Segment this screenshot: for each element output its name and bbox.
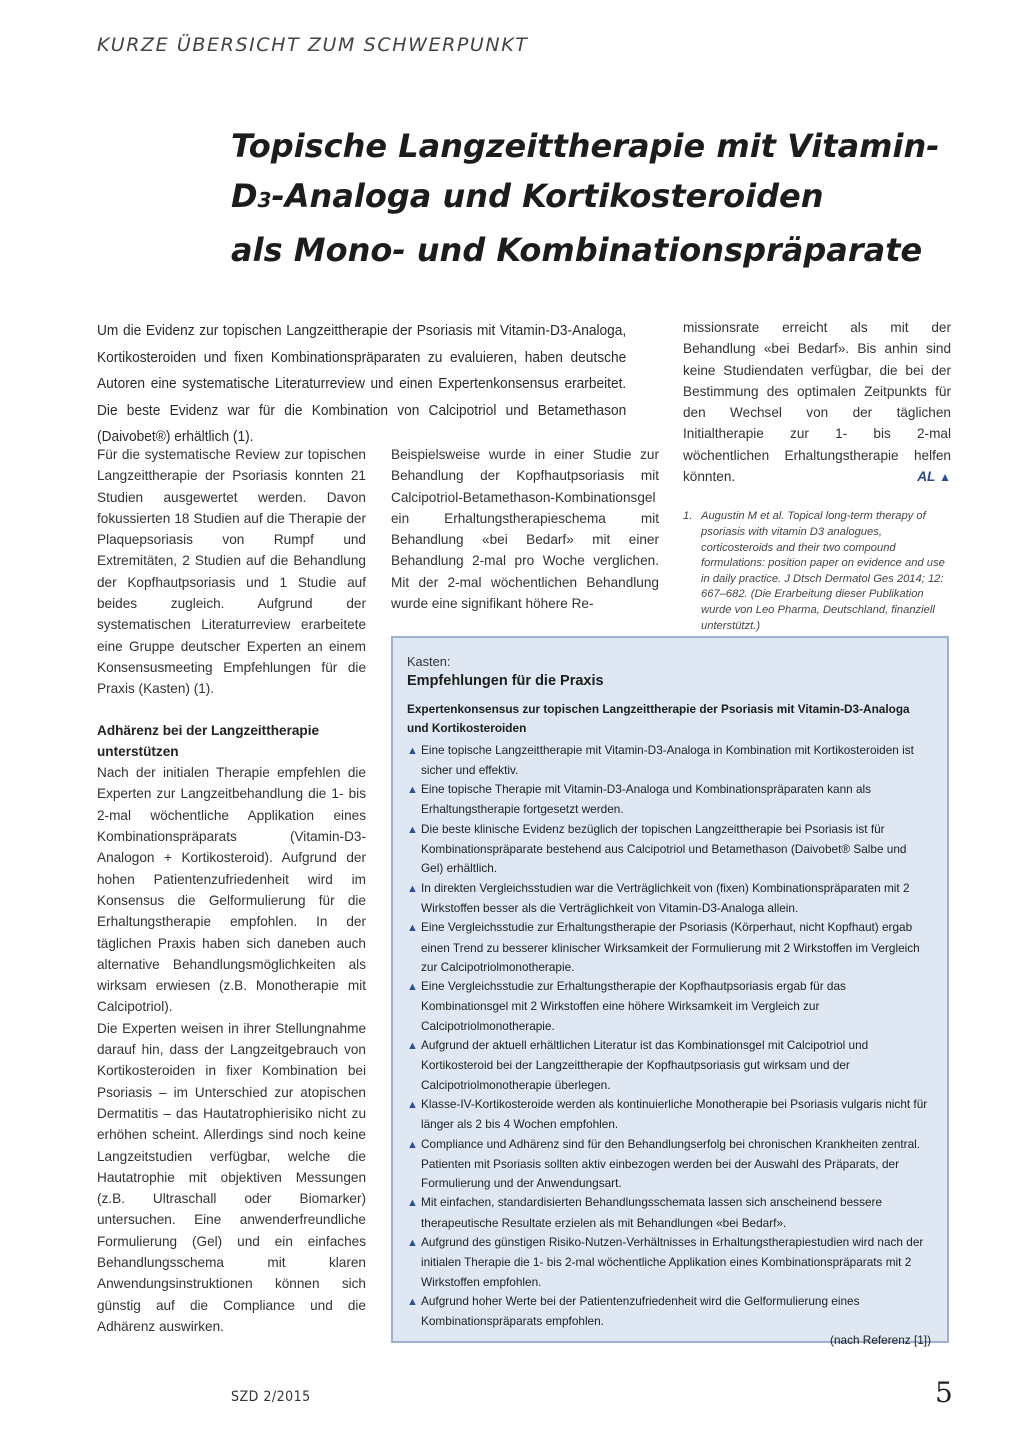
triangle-icon: ▲ [407,784,418,797]
triangle-icon: ▲ [407,882,418,895]
list-item [407,1036,931,1095]
list-item-text: Eine Vergleichsstudie zur Erhaltungstherapie der Kopfhautpsoriasis ergab für das Kombinationsgel mit 2 Wirkstoffen eine höhere Wirksamkeit im Vergleich zur Calcipotriolmonotherapie. [421,979,846,1033]
list-item [407,918,931,977]
text-column-2 [391,444,659,614]
box-source: (nach Referenz [1]) [830,1332,931,1347]
list-item-text: Eine topische Therapie mit Vitamin-D3-Analoga und Kombinationspräparaten kann als Erhaltungstherapie fortgesetzt werden. [421,782,872,817]
body-paragraph [683,317,951,487]
reference-list [683,509,951,634]
list-item-text: Mit einfachen, standardisierten Behandlungsschemata lassen sich anscheinend bessere therapeutische Resultate erzielen als mit Behandlungen «bei Bedarf». [421,1195,883,1230]
reference-text: Augustin M et al. Topical long-term therapy of psoriasis with vitamin D3 analogues, corticosteroids and their two compound formulations: position paper on evidence and use in daily practice. J Dtsch Dermatol Ges 2014; 12: 667–682. (Die Erarbeitung dieser Publikation wurde von Leo Pharma, Deutschland, finanziell unterstützt.) [701,510,945,632]
recommendation-list [407,741,931,1332]
lead-paragraph: Um die Evidenz zur topischen Langzeittherapie der Psoriasis mit Vitamin-D3-Analoga, Kortikosteroiden und fixen Kombinationspräparaten zu evaluieren, haben deutsche Autoren eine systematische Literaturreview und einen Expertenkonsensus erarbeitet. Die beste Evidenz war für die Kombination von Calcipotriol und Betamethason (Daivobet®) erhältlich (1). [97,323,627,446]
author-signature [917,466,951,488]
body-paragraph: Für die systematische Review zur topischen Langzeittherapie der Psoriasis konnten 21 Studien ausgewertet werden. Davon fokussierten 18 Studien auf die Therapie der Plaquepsoriasis von Rumpf und Extremitäten, 2 Studien auf die Behandlung der Kopfhautpsoriasis und 1 Studie auf beides zugleich. Aufgrund der systematischen Literaturreview erarbeitete eine Gruppe deutscher Experten an einem Konsensusmeeting Empfehlungen für die Praxis (Kasten) (1). [97,447,366,697]
text-column-1 [97,444,366,1337]
triangle-icon: ▲ [407,823,418,836]
recommendations-box [391,636,949,1347]
list-item-text: Aufgrund des günstigen Risiko-Nutzen-Verhältnisses in Erhaltungstherapiestudien wird nach der initialen Therapie die 1- bis 2-mal wöchentliche Applikation eines Kombinationspräparats mit 2 Wirkstoffen empfohlen. [421,1235,924,1289]
author-initials: AL [917,469,936,485]
list-item [407,1095,931,1135]
list-item-text: Die beste klinische Evidenz bezüglich der topischen Langzeittherapie bei Psoriasis ist für Kombinationspräparate bestehend aus Calcipotriol und Betamethason (Daivobet® Salbe und Gel) erhältlich. [421,821,907,876]
list-item-text: Aufgrund der aktuell erhältlichen Literatur ist das Kombinationsgel mit Calcipotriol und Kortikosteroid bei der Langzeittherapie der Kopfhautpsoriasis gut wirksam und der Calcipotriolmonotherapie überlegen. [421,1038,869,1092]
triangle-icon: ▲ [407,744,418,757]
triangle-icon: ▲ [407,1098,418,1111]
list-item-text: Eine Vergleichsstudie zur Erhaltungstherapie der Psoriasis (Körperhaut, nicht Kopfhaut) ergab einen Trend zu besserer klinischer Wirksamkeit der Formulierung mit 2 Wirkstoffen im Vergleich zur Calcipotriolmonotherapie. [421,920,920,974]
list-item [407,879,931,919]
body-text: missionsrate erreicht als mit der Behandlung «bei Bedarf». Bis anhin sind keine Studiendaten verfügbar, die bei der Bestimmung des optimalen Zeitpunkts für den Wechsel von der täglichen Initialtherapie zur 1- bis 2-mal wöchentlichen Erhaltungstherapie helfen könnten. [683,320,951,485]
section-label: KURZE ÜBERSICHT ZUM SCHWERPUNKT [97,34,529,56]
list-item [407,820,931,879]
triangle-icon: ▲ [407,1138,418,1151]
triangle-icon: ▲ [407,1197,418,1210]
list-item-text: In direkten Vergleichsstudien war die Verträglichkeit von (fixen) Kombinationspräparaten mit 2 Wirkstoffen besser als die Verträglichkeit von Vitamin-D3-Analoga allein. [421,880,910,915]
page-number: 5 [935,1376,953,1409]
journal-issue: SZD 2/2015 [231,1389,311,1405]
title-line-3: als Mono- und Kombinationspräparate [231,231,923,269]
triangle-icon: ▲ [407,1295,418,1308]
body-paragraph: Nach der initialen Therapie empfehlen die Experten zur Langzeitbehandlung die 1- bis 2-mal wöchentliche Applikation eines Kombinationspräparats (Vitamin-D3-Analogon + Kortikosteroid). Aufgrund der hohen Patientenzufriedenheit wird im Konsensus die Gelformulierung für die Erhaltungstherapie empfohlen. In der täglichen Praxis haben sich daneben auch alternative Behandlungsmöglichkeiten als wirksam erwiesen (z.B. Monotherapie mit Calcipotriol). [97,765,366,1015]
triangle-icon: ▲ [939,470,951,485]
reference-number: 1. [683,510,693,523]
list-item [407,1233,931,1292]
title-line-1: Topische Langzeittherapie mit Vitamin- [231,127,940,165]
article-title [231,121,971,275]
list-item [407,1193,931,1233]
box-label: Kasten: [407,654,451,669]
triangle-icon: ▲ [407,981,418,994]
list-item-text: Compliance und Adhärenz sind für den Behandlungserfolg bei chronischen Krankheiten zentral. Patienten mit Psoriasis sollten aktiv einbezogen werden bei der Auswahl des Präparats, der Formulierung und der Anwendungsart. [421,1136,921,1191]
list-item-text: Eine topische Langzeittherapie mit Vitamin-D3-Analoga in Kombination mit Kortikosteroiden ist sicher und effektiv. [421,742,914,777]
title-line-2-rest: -Analoga und Kortikosteroiden [271,177,824,215]
text-column-3 [683,317,951,634]
list-item-text: Klasse-IV-Kortikosteroide werden als kontinuierliche Monotherapie bei Psoriasis vulgaris nicht für länger als 2 bis 4 Wochen empfohlen. [421,1096,928,1132]
triangle-icon: ▲ [407,1237,418,1250]
box-heading: Empfehlungen für die Praxis [407,673,604,689]
section-heading: Adhärenz bei der Langzeittherapie unterstützen [97,722,320,759]
body-paragraph: Die Experten weisen in ihrer Stellungnahme darauf hin, dass der Langzeitgebrauch von Kortikosteroiden in fixer Kombination bei Psoriasis – im Unterschied zur atopischen Dermatitis – das Hautatrophierisiko nicht zu erhöhen scheint. Allerdings sind noch keine Langzeitstudien verfügbar, welche die Hautatrophie mit objektiven Messungen (z.B. Ultraschall oder Biomarker) untersuchen. Eine anwenderfreundliche Formulierung (Gel) und ein einfaches Behandlungsschema mit klaren Anwendungsinstruktionen können sich günstig auf die Compliance und die Adhärenz auswirken. [97,1020,366,1334]
title-d: D [231,177,258,215]
body-paragraph: Beispielsweise wurde in einer Studie zur Behandlung der Kopfhautpsoriasis mit Calcipotriol-Betamethason-Kombinationsgel ein Erhaltungstherapieschema mit Behandlung «bei Bedarf» mit einer Behandlung 2-mal pro Woche verglichen. Mit der 2-mal wöchentlichen Behandlung wurde eine signifikant höhere Re- [391,447,659,612]
list-item [407,741,931,781]
box-subheading: Expertenkonsensus zur topischen Langzeittherapie der Psoriasis mit Vitamin-D3-Analoga und Kortikosteroiden [407,702,910,736]
list-item [407,1292,931,1332]
list-item-text: Aufgrund hoher Werte bei der Patientenzufriedenheit wird die Gelformulierung eines Kombinationspräparats empfohlen. [421,1293,860,1329]
triangle-icon: ▲ [407,922,418,935]
list-item [407,1135,931,1194]
title-subscript: 3 [257,188,272,212]
list-item [407,780,931,820]
triangle-icon: ▲ [407,1040,418,1053]
list-item [407,977,931,1036]
title-line-2 [231,171,971,225]
